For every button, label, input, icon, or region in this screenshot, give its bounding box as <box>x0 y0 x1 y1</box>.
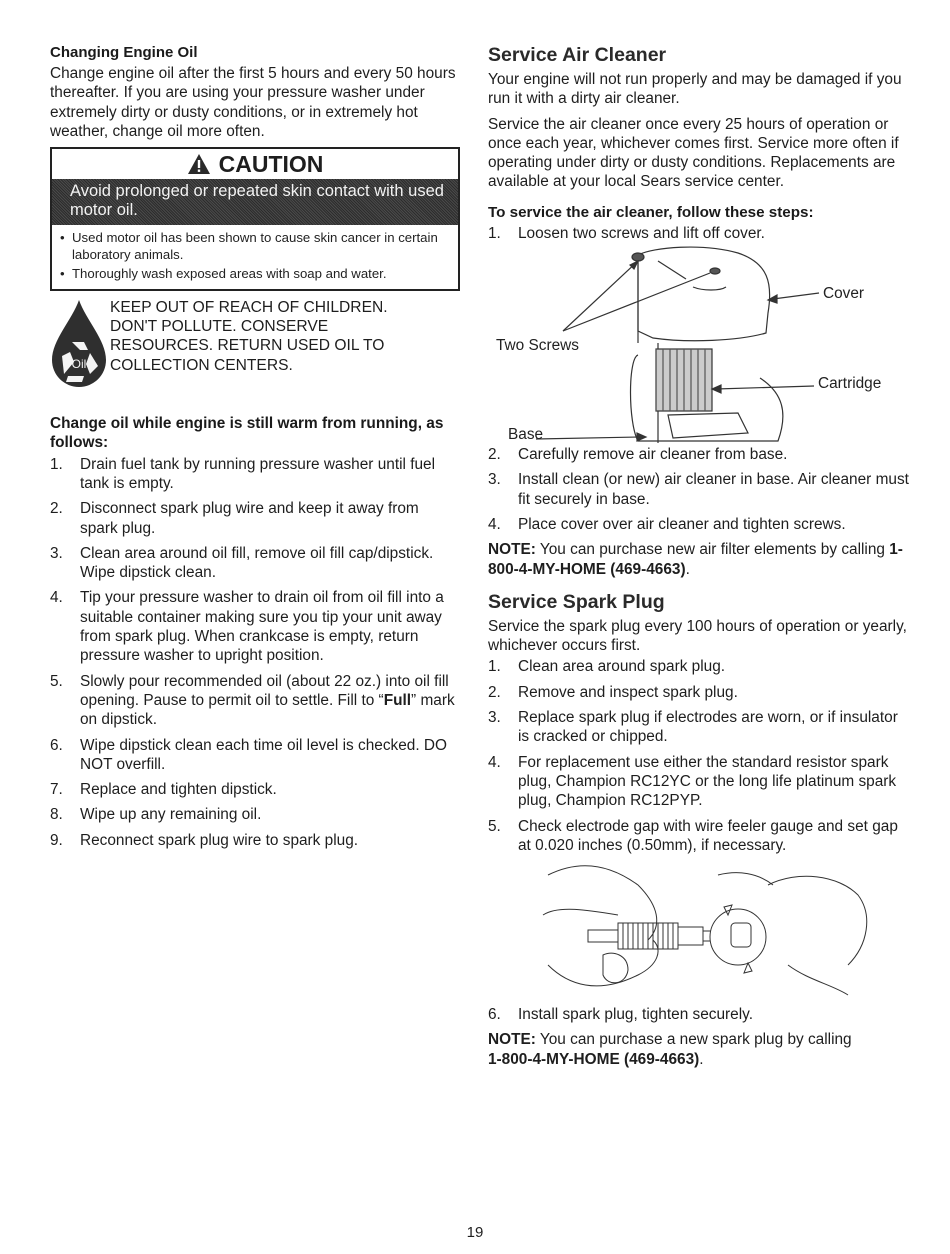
step-number: 2. <box>50 500 63 518</box>
label-base: Base <box>508 426 544 444</box>
used-oil-notice <box>50 296 460 414</box>
step-number: 2. <box>488 446 501 464</box>
step-text: Slowly pour recommended oil (about 22 oz.) into oil fill opening. Pause to permit oil to settle. Fill to “ <box>80 672 449 709</box>
spark-plug-note <box>488 1030 913 1069</box>
warning-triangle-icon <box>187 153 211 175</box>
air-cleaner-steps-continued <box>488 445 913 534</box>
label-cover: Cover <box>823 285 865 303</box>
phone-number: 1-800-4-MY-HOME (469-4663) <box>488 1050 700 1068</box>
note-end: . <box>699 1050 704 1068</box>
step-number: 8. <box>50 806 63 824</box>
step-number: 1. <box>488 658 501 676</box>
step-text: For replacement use either the standard resistor spark plug, Champion RC12YC or the long life platinum spark plug, Champion RC12PYP. <box>518 753 897 810</box>
step-number: 2. <box>488 683 501 701</box>
step-item <box>488 817 913 856</box>
step-item <box>488 753 913 811</box>
step-text: Replace and tighten dipstick. <box>80 781 277 799</box>
step-number: 3. <box>488 709 501 727</box>
spark-plug-steps-continued <box>488 1005 913 1024</box>
right-column <box>488 44 913 1075</box>
air-cleaner-paragraph: Your engine will not run properly and may be damaged if you run it with a dirty air cleaner. <box>488 71 902 108</box>
step-text: Check electrode gap with wire feeler gauge and set gap at 0.020 inches (0.50mm), if necessary. <box>518 817 898 854</box>
left-column <box>50 44 460 856</box>
step-text: Loosen two screws and lift off cover. <box>518 224 765 242</box>
caution-title: CAUTION <box>218 151 324 178</box>
step-item <box>50 499 460 538</box>
step-item <box>50 544 460 583</box>
step-text: Disconnect spark plug wire and keep it away from spark plug. <box>80 500 419 537</box>
step-number: 5. <box>50 672 63 690</box>
step-number: 5. <box>488 817 501 835</box>
step-item <box>50 455 460 494</box>
oil-notice-line: COLLECTION CENTERS. <box>110 356 293 374</box>
oil-steps-heading: Change oil while engine is still warm from running, as follows: <box>50 414 444 451</box>
step-item <box>488 445 913 464</box>
step-item <box>50 672 460 730</box>
caution-bullet: • Thoroughly wash exposed areas with soap and water. <box>58 266 452 283</box>
air-cleaner-paragraph: Service the air cleaner once every 25 hours of operation or once each year, whichever comes first. Service more often if operating under dirty or dusty conditions. Replacements are available at your local Sears service center. <box>488 115 899 191</box>
step-text: Drain fuel tank by running pressure washer until fuel tank is empty. <box>80 455 436 492</box>
step-text: Wipe up any remaining oil. <box>80 806 262 824</box>
page-number: 19 <box>466 1224 484 1241</box>
step-text: Carefully remove air cleaner from base. <box>518 446 788 464</box>
phone-number: 1-800-4-MY-HOME (469-4663) <box>488 541 903 578</box>
caution-bullets <box>52 225 458 289</box>
step-item <box>50 588 460 665</box>
step-item <box>50 736 460 775</box>
step-number: 4. <box>50 589 63 607</box>
oil-recycle-drop-icon <box>50 298 108 388</box>
spark-plug-steps <box>488 657 913 855</box>
step-item <box>488 657 913 676</box>
step-item <box>488 708 913 747</box>
air-cleaner-steps <box>488 224 913 243</box>
air-steps-heading: To service the air cleaner, follow these steps: <box>488 203 814 221</box>
step-text: Install clean (or new) air cleaner in base. Air cleaner must fit securely in base. <box>518 471 909 508</box>
step-number: 3. <box>50 544 63 562</box>
step-number: 3. <box>488 471 501 489</box>
oil-icon-label: Oil <box>71 356 87 371</box>
oil-notice-line: KEEP OUT OF REACH OF CHILDREN. <box>110 298 388 316</box>
step-item <box>50 805 460 824</box>
oil-change-steps <box>50 455 460 850</box>
caution-header <box>52 149 458 179</box>
step-text: ” mark on dipstick. <box>80 691 455 729</box>
step-item <box>488 683 913 702</box>
step-text: Tip your pressure washer to drain oil from oil fill into a suitable container making sure you tip your unit away from spark plug. When crankcase is empty, return pressure washer to upright position. <box>80 589 444 665</box>
step-text: Install spark plug, tighten securely. <box>518 1006 753 1024</box>
step-number: 4. <box>488 753 501 771</box>
full-mark-label: Full <box>383 691 412 709</box>
spark-plug-gap-diagram <box>488 855 913 1005</box>
caution-bullet: • Used motor oil has been shown to cause skin cancer in certain laboratory animals. <box>58 230 452 263</box>
step-text: Reconnect spark plug wire to spark plug. <box>80 831 359 849</box>
oil-notice-line: RESOURCES. RETURN USED OIL TO <box>110 337 385 355</box>
air-cleaner-figure <box>488 243 913 445</box>
section-heading-changing-engine-oil: Changing Engine Oil <box>50 44 198 61</box>
note-end: . <box>685 560 690 578</box>
step-text: Place cover over air cleaner and tighten screws. <box>518 515 846 533</box>
step-item <box>488 470 913 509</box>
oil-notice-text <box>110 298 460 375</box>
note-label: NOTE: <box>488 1031 536 1049</box>
step-number: 9. <box>50 831 63 849</box>
oil-intro-paragraph: Change engine oil after the first 5 hours and every 50 hours thereafter. If you are using your pressure washer under extremely dirty or dusty conditions, or in extremely hot weather, change oil more often. <box>50 65 456 140</box>
caution-box <box>50 147 460 291</box>
note-text: You can purchase a new spark plug by calling <box>535 1031 852 1049</box>
step-number: 1. <box>50 455 63 473</box>
step-number: 7. <box>50 781 63 799</box>
step-text: Remove and inspect spark plug. <box>518 683 738 701</box>
note-text: You can purchase new air filter elements by calling <box>535 541 890 559</box>
step-text: Wipe dipstick clean each time oil level is checked. DO NOT overfill. <box>80 736 447 773</box>
label-two-screws: Two Screws <box>496 337 579 355</box>
section-heading-service-spark-plug: Service Spark Plug <box>488 590 665 613</box>
step-item <box>50 780 460 799</box>
note-label: NOTE: <box>488 541 536 559</box>
step-number: 1. <box>488 224 501 242</box>
step-text: Clean area around oil fill, remove oil fill cap/dipstick. Wipe dipstick clean. <box>80 544 434 582</box>
air-cleaner-note <box>488 540 913 579</box>
step-number: 4. <box>488 515 501 533</box>
step-number: 6. <box>50 736 63 754</box>
oil-notice-line: DON'T POLLUTE. CONSERVE <box>110 317 329 335</box>
step-item <box>50 831 460 850</box>
label-cartridge: Cartridge <box>818 375 882 393</box>
step-text: Clean area around spark plug. <box>518 658 726 676</box>
step-number: 6. <box>488 1006 501 1024</box>
step-text: Replace spark plug if electrodes are worn, or if insulator is cracked or chipped. <box>518 709 898 746</box>
section-heading-service-air-cleaner: Service Air Cleaner <box>488 44 667 66</box>
spark-plug-gap-figure <box>488 855 913 1005</box>
step-item <box>488 224 913 243</box>
step-item <box>488 1005 913 1024</box>
caution-banner: Avoid prolonged or repeated skin contact with used motor oil. <box>52 179 458 225</box>
step-item <box>488 515 913 534</box>
spark-plug-intro: Service the spark plug every 100 hours of operation or yearly, whichever occurs first. <box>488 617 907 655</box>
